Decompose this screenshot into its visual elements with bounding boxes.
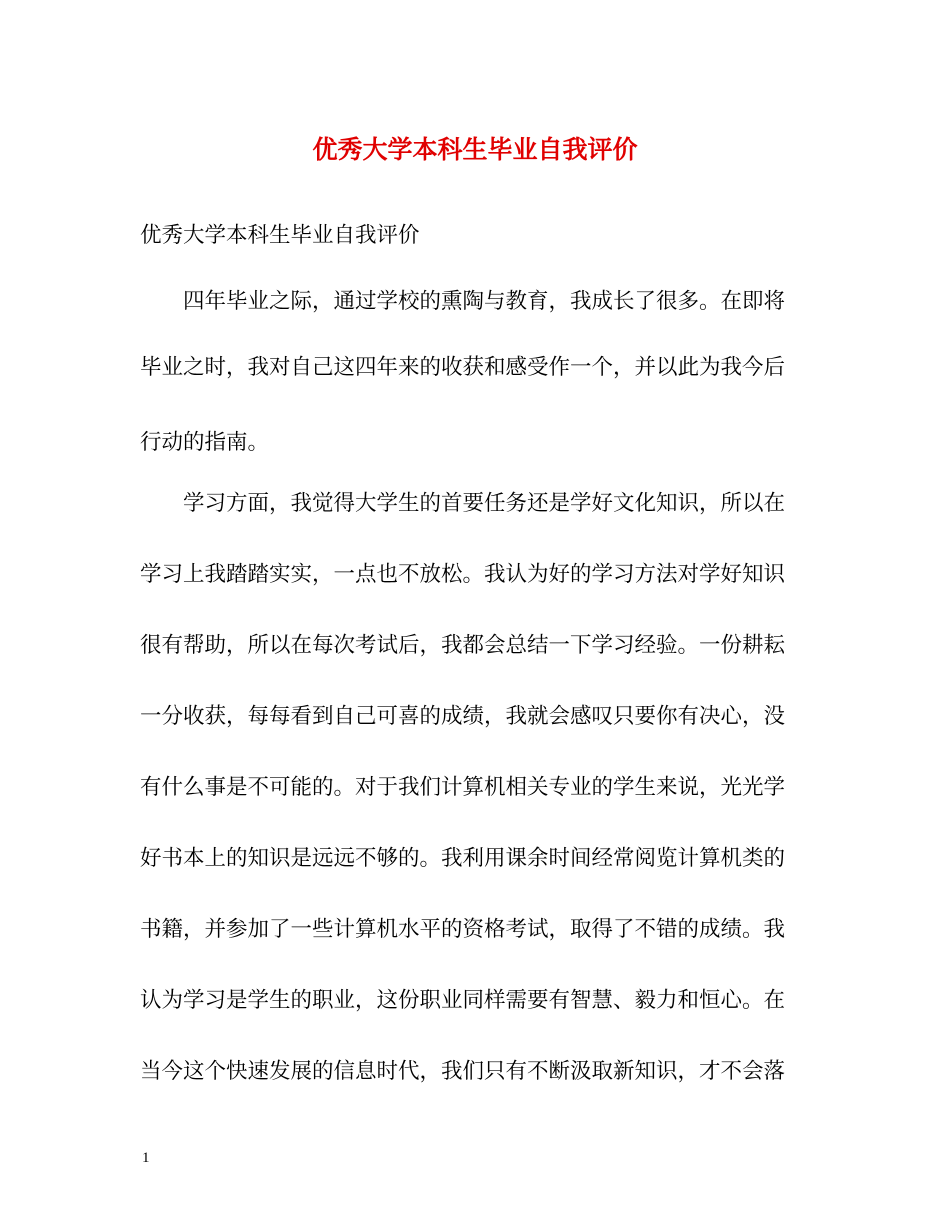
text-line: 当今这个快速发展的信息时代，我们只有不断汲取新知识，才不会落 [140,1059,786,1084]
text-line: 认为学习是学生的职业，这份职业同样需要有智慧、毅力和恒心。在 [140,988,786,1013]
text-line: 很有帮助，所以在每次考试后，我都会总结一下学习经验。一份耕耘 [140,633,786,658]
text-line: 学习方面，我觉得大学生的首要任务还是学好文化知识，所以在 [183,491,786,516]
text-line: 有什么事是不可能的。对于我们计算机相关专业的学生来说，光光学 [140,775,786,800]
page-number: 1 [142,1150,150,1166]
text-line: 学习上我踏踏实实，一点也不放松。我认为好的学习方法对学好知识 [140,562,786,587]
text-line: 书籍，并参加了一些计算机水平的资格考试，取得了不错的成绩。我 [140,917,786,942]
text-line: 行动的指南。 [140,430,270,455]
text-line: 一分收获，每每看到自己可喜的成绩，我就会感叹只要你有决心，没 [140,704,786,729]
text-line: 毕业之时，我对自己这四年来的收获和感受作一个，并以此为我今后 [140,355,786,380]
text-line: 优秀大学本科生毕业自我评价 [140,223,420,248]
document-title: 优秀大学本科生毕业自我评价 [312,135,638,164]
text-line: 四年毕业之际，通过学校的熏陶与教育，我成长了很多。在即将 [183,289,786,314]
text-line: 好书本上的知识是远远不够的。我利用课余时间经常阅览计算机类的 [140,846,786,871]
